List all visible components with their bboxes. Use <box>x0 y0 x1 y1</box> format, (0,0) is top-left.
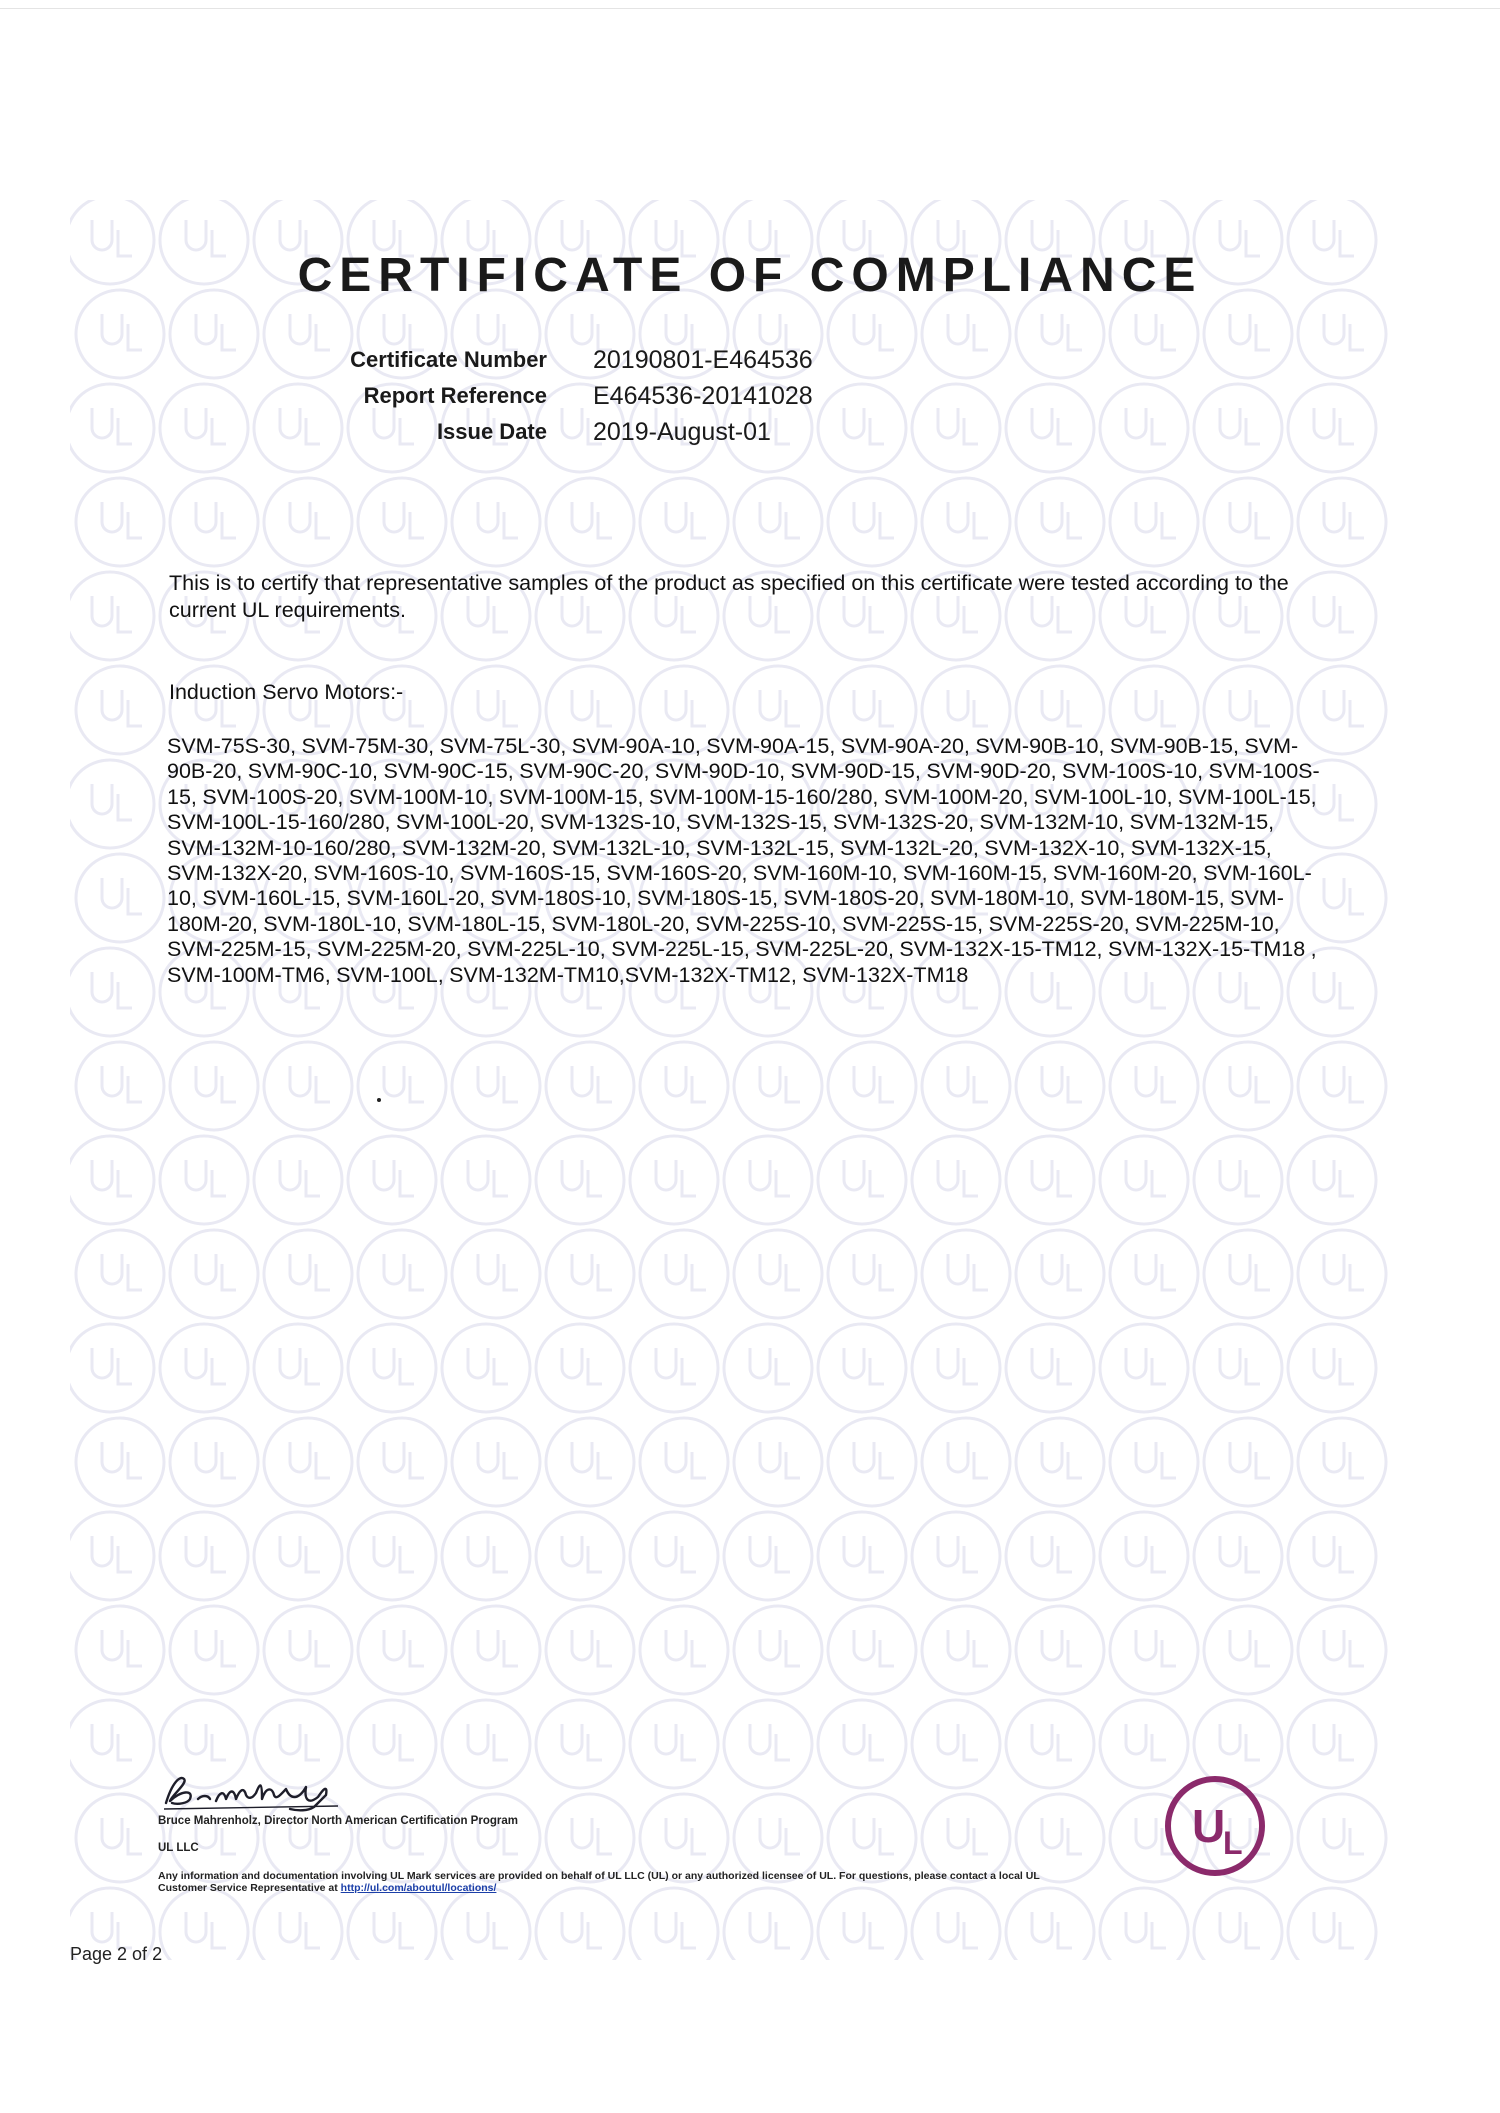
watermark-ul-mark <box>76 478 164 566</box>
watermark-ul-mark <box>170 1042 258 1130</box>
watermark-ul-mark <box>1204 478 1292 566</box>
watermark-ul-mark <box>1298 1794 1386 1882</box>
watermark-ul-mark <box>1288 1136 1376 1224</box>
watermark-ul-mark <box>358 1042 446 1130</box>
watermark-ul-mark <box>1194 1888 1282 1960</box>
watermark-ul-mark <box>640 1418 728 1506</box>
watermark-ul-mark <box>734 1230 822 1318</box>
watermark-ul-mark <box>76 1230 164 1318</box>
top-edge-line <box>0 8 1500 9</box>
watermark-ul-mark <box>546 1606 634 1694</box>
watermark-ul-mark <box>922 1606 1010 1694</box>
watermark-ul-mark <box>1298 290 1386 378</box>
watermark-ul-mark <box>70 572 154 660</box>
watermark-ul-mark <box>76 854 164 942</box>
watermark-ul-mark <box>1298 1418 1386 1506</box>
watermark-ul-mark <box>536 1888 624 1960</box>
watermark-ul-mark <box>828 478 916 566</box>
watermark-ul-mark <box>536 1324 624 1412</box>
watermark-ul-mark <box>160 1136 248 1224</box>
signature <box>158 1765 358 1815</box>
watermark-ul-mark <box>442 1700 530 1788</box>
watermark-ul-mark <box>536 1512 624 1600</box>
watermark-ul-mark <box>734 1606 822 1694</box>
watermark-svg <box>70 200 1470 1960</box>
watermark-ul-mark <box>630 1136 718 1224</box>
watermark-ul-mark <box>452 1418 540 1506</box>
watermark-ul-mark <box>1288 1324 1376 1412</box>
watermark-ul-mark <box>452 1794 540 1882</box>
certification-statement: This is to certify that representative samples of the product as specified on this certificate were tested according to the current UL requirements. <box>169 571 1289 622</box>
watermark-ul-mark <box>818 1888 906 1960</box>
watermark-ul-mark <box>818 1136 906 1224</box>
watermark-ul-mark <box>170 478 258 566</box>
watermark-ul-mark <box>1288 384 1376 472</box>
watermark-ul-mark <box>358 1794 446 1882</box>
watermark-ul-mark <box>358 1418 446 1506</box>
watermark-ul-mark <box>76 1418 164 1506</box>
watermark-ul-mark <box>1100 1324 1188 1412</box>
watermark-ul-mark <box>76 1606 164 1694</box>
watermark-ul-mark <box>358 478 446 566</box>
watermark-ul-mark <box>264 1042 352 1130</box>
disclaimer-text: Any information and documentation involving UL Mark services are provided on behalf of UL LLC (UL) or any authorized licensee of UL. For questions, please contact a local UL Customer Service Representative at <box>158 1870 1040 1894</box>
meta-row-report-reference <box>230 378 1130 414</box>
watermark-ul-mark <box>1204 1042 1292 1130</box>
watermark-ul-mark <box>452 1606 540 1694</box>
watermark-ul-mark <box>70 760 154 848</box>
watermark-ul-mark <box>70 1512 154 1600</box>
watermark-ul-mark <box>1288 1888 1376 1960</box>
organization-name: UL LLC <box>158 1842 199 1854</box>
watermark-ul-mark <box>442 1136 530 1224</box>
watermark-ul-mark <box>546 1042 634 1130</box>
meta-value: 20190801-E464536 <box>593 345 813 374</box>
watermark-ul-mark <box>1298 1042 1386 1130</box>
watermark-ul-mark <box>828 1042 916 1130</box>
watermark-ul-mark <box>640 478 728 566</box>
watermark-ul-mark <box>546 1418 634 1506</box>
watermark-ul-mark <box>1204 290 1292 378</box>
watermark-ul-mark <box>1016 1418 1104 1506</box>
meta-value: E464536-20141028 <box>593 381 813 410</box>
watermark-ul-mark <box>828 1230 916 1318</box>
watermark-ul-mark <box>912 1324 1000 1412</box>
watermark-ul-mark <box>912 1888 1000 1960</box>
watermark-ul-mark <box>264 478 352 566</box>
watermark-ul-mark <box>348 1136 436 1224</box>
watermark-ul-mark <box>630 1324 718 1412</box>
watermark-ul-mark <box>170 1418 258 1506</box>
watermark-ul-mark <box>1110 478 1198 566</box>
stray-dot <box>377 1098 381 1102</box>
watermark-ul-mark <box>1006 1512 1094 1600</box>
ul-watermark-pattern <box>70 200 1470 1960</box>
watermark-ul-mark <box>734 478 822 566</box>
watermark-ul-mark <box>442 1512 530 1600</box>
watermark-ul-mark <box>1110 1606 1198 1694</box>
watermark-ul-mark <box>160 1324 248 1412</box>
watermark-ul-mark <box>546 478 634 566</box>
signer-name: Bruce Mahrenholz, Director North American Certification Program <box>158 1815 518 1827</box>
watermark-ul-mark <box>1016 478 1104 566</box>
watermark-ul-mark <box>1100 1136 1188 1224</box>
watermark-ul-mark <box>546 1794 634 1882</box>
watermark-ul-mark <box>818 1700 906 1788</box>
watermark-ul-mark <box>912 1700 1000 1788</box>
watermark-ul-mark <box>922 478 1010 566</box>
watermark-ul-mark <box>724 1888 812 1960</box>
watermark-ul-mark <box>1006 1888 1094 1960</box>
page-number: Page 2 of 2 <box>70 1944 163 1964</box>
watermark-ul-mark <box>828 1418 916 1506</box>
watermark-ul-mark <box>828 1606 916 1694</box>
watermark-ul-mark <box>1298 1230 1386 1318</box>
watermark-ul-mark <box>724 1136 812 1224</box>
svg-text:U: U <box>1192 1800 1226 1852</box>
watermark-ul-mark <box>640 1230 728 1318</box>
watermark-ul-mark <box>1194 1324 1282 1412</box>
watermark-ul-mark <box>254 1324 342 1412</box>
watermark-ul-mark <box>76 666 164 754</box>
watermark-ul-mark <box>254 1888 342 1960</box>
watermark-ul-mark <box>1298 478 1386 566</box>
watermark-ul-mark <box>452 1230 540 1318</box>
watermark-ul-mark <box>724 1324 812 1412</box>
watermark-ul-mark <box>160 1512 248 1600</box>
watermark-ul-mark <box>358 1606 446 1694</box>
watermark-ul-mark <box>1194 1512 1282 1600</box>
watermark-ul-mark <box>1298 1606 1386 1694</box>
watermark-ul-mark <box>348 1888 436 1960</box>
watermark-ul-mark <box>640 1794 728 1882</box>
watermark-ul-mark <box>724 1512 812 1600</box>
watermark-ul-mark <box>1110 1418 1198 1506</box>
watermark-ul-mark <box>160 1888 248 1960</box>
watermark-ul-mark <box>264 1606 352 1694</box>
certificate-title: CERTIFICATE OF COMPLIANCE <box>297 249 1203 302</box>
watermark-ul-mark <box>1100 1888 1188 1960</box>
watermark-ul-mark <box>818 1324 906 1412</box>
watermark-ul-mark <box>1006 1324 1094 1412</box>
watermark-ul-mark <box>1110 1042 1198 1130</box>
watermark-ul-mark <box>1110 1230 1198 1318</box>
watermark-ul-mark <box>1016 1606 1104 1694</box>
watermark-ul-mark <box>734 1042 822 1130</box>
meta-label: Issue Date <box>436 419 547 444</box>
watermark-ul-mark <box>254 1136 342 1224</box>
meta-label: Report Reference <box>363 383 547 408</box>
watermark-ul-mark <box>640 1606 728 1694</box>
watermark-ul-mark <box>724 1700 812 1788</box>
watermark-ul-mark <box>630 1888 718 1960</box>
model-list: SVM-75S-30, SVM-75M-30, SVM-75L-30, SVM-90A-10, SVM-90A-15, SVM-90A-20, SVM-90B-10, SVM-90B-15, SVM-90B-20, SVM-90C-10, SVM-90C-15, SVM-90C-20, SVM-90D-10, SVM-90D-15, SVM-90D-20, SVM-100S-10, SVM-100S-15, SVM-100S-20, SVM-100M-10, SVM-100M-15, SVM-100M-15-160/280, SVM-100M-20, SVM-100L-10, SVM-100L-15, SVM-100L-15-160/280, SVM-100L-20, SVM-132S-10, SVM-132S-15, SVM-132S-20, SVM-132M-10, SVM-132M-15, SVM-132M-10-160/280, SVM-132M-20, SVM-132L-10, SVM-132L-15, SVM-132L-20, SVM-132X-10, SVM-132X-15, SVM-132X-20, SVM-160S-10, SVM-160S-15, SVM-160S-20, SVM-160M-10, SVM-160M-15, SVM-160M-20, SVM-160L-10, SVM-160L-15, SVM-160L-20, SVM-180S-10, SVM-180S-15, SVM-180S-20, SVM-180M-10, SVM-180M-15, SVM-180M-20, SVM-180L-10, SVM-180L-15, SVM-180L-20, SVM-225S-10, SVM-225S-15, SVM-225S-20, SVM-225M-10, SVM-225M-15, SVM-225M-20, SVM-225L-10, SVM-225L-15, SVM-225L-20, SVM-132X-15-TM12, SVM-132X-15-TM18 , SVM-100M-TM6, SVM-100L, SVM-132M-TM10,SVM-132X-TM12, SVM-132X-TM18 <box>167 734 1320 987</box>
watermark-ul-mark <box>254 1512 342 1600</box>
watermark-ul-mark <box>1016 1794 1104 1882</box>
watermark-ul-mark <box>922 1230 1010 1318</box>
watermark-ul-mark <box>922 1418 1010 1506</box>
watermark-ul-mark <box>1288 1512 1376 1600</box>
watermark-ul-mark <box>70 384 154 472</box>
watermark-ul-mark <box>358 1230 446 1318</box>
watermark-ul-mark <box>922 1042 1010 1130</box>
signature-icon <box>158 1765 358 1815</box>
watermark-ul-mark <box>1006 1700 1094 1788</box>
watermark-ul-mark <box>76 1794 164 1882</box>
watermark-ul-mark <box>70 1136 154 1224</box>
watermark-ul-mark <box>348 1324 436 1412</box>
watermark-ul-mark <box>536 1136 624 1224</box>
watermark-ul-mark <box>70 948 154 1036</box>
watermark-ul-mark <box>76 290 164 378</box>
watermark-ul-mark <box>452 1042 540 1130</box>
meta-value: 2019-August-01 <box>593 417 771 446</box>
ul-logo-icon <box>1163 1774 1267 1878</box>
watermark-ul-mark <box>70 1324 154 1412</box>
watermark-ul-mark <box>348 1512 436 1600</box>
watermark-ul-mark <box>1016 1230 1104 1318</box>
ul-logo <box>1163 1774 1267 1878</box>
watermark-ul-mark <box>640 1042 728 1130</box>
watermark-ul-mark <box>264 1230 352 1318</box>
watermark-ul-mark <box>1016 1042 1104 1130</box>
watermark-ul-mark <box>912 1512 1000 1600</box>
watermark-ul-mark <box>442 1888 530 1960</box>
meta-row-issue-date <box>230 414 1130 450</box>
watermark-ul-mark <box>1006 1136 1094 1224</box>
watermark-ul-mark <box>1204 1606 1292 1694</box>
watermark-ul-mark <box>452 478 540 566</box>
meta-label: Certificate Number <box>350 347 547 372</box>
watermark-ul-mark <box>70 1700 154 1788</box>
watermark-ul-mark <box>828 1794 916 1882</box>
watermark-ul-mark <box>734 1794 822 1882</box>
watermark-ul-mark <box>1100 1512 1188 1600</box>
svg-text:L: L <box>1223 1825 1243 1861</box>
watermark-ul-mark <box>76 1042 164 1130</box>
watermark-ul-mark <box>734 1418 822 1506</box>
watermark-ul-mark <box>170 1230 258 1318</box>
watermark-ul-mark <box>536 1700 624 1788</box>
meta-row-certificate-number <box>230 342 1130 378</box>
watermark-ul-mark <box>1288 1700 1376 1788</box>
watermark-ul-mark <box>170 1606 258 1694</box>
watermark-ul-mark <box>922 1794 1010 1882</box>
watermark-ul-mark <box>1194 384 1282 472</box>
watermark-ul-mark <box>348 1700 436 1788</box>
watermark-ul-mark <box>912 1136 1000 1224</box>
watermark-ul-mark <box>442 1324 530 1412</box>
locations-link[interactable]: http://ul.com/aboutul/locations/ <box>340 1882 497 1894</box>
disclaimer <box>158 1870 1078 1894</box>
watermark-ul-mark <box>1288 572 1376 660</box>
watermark-ul-mark <box>1204 1418 1292 1506</box>
watermark-ul-mark <box>630 1512 718 1600</box>
watermark-ul-mark <box>630 1700 718 1788</box>
watermark-ul-mark <box>264 1418 352 1506</box>
watermark-ul-mark <box>818 1512 906 1600</box>
product-heading: Induction Servo Motors:- <box>169 680 404 704</box>
watermark-ul-mark <box>546 1230 634 1318</box>
watermark-ul-mark <box>1204 1230 1292 1318</box>
certificate-meta <box>230 342 1130 450</box>
watermark-ul-mark <box>1194 1136 1282 1224</box>
